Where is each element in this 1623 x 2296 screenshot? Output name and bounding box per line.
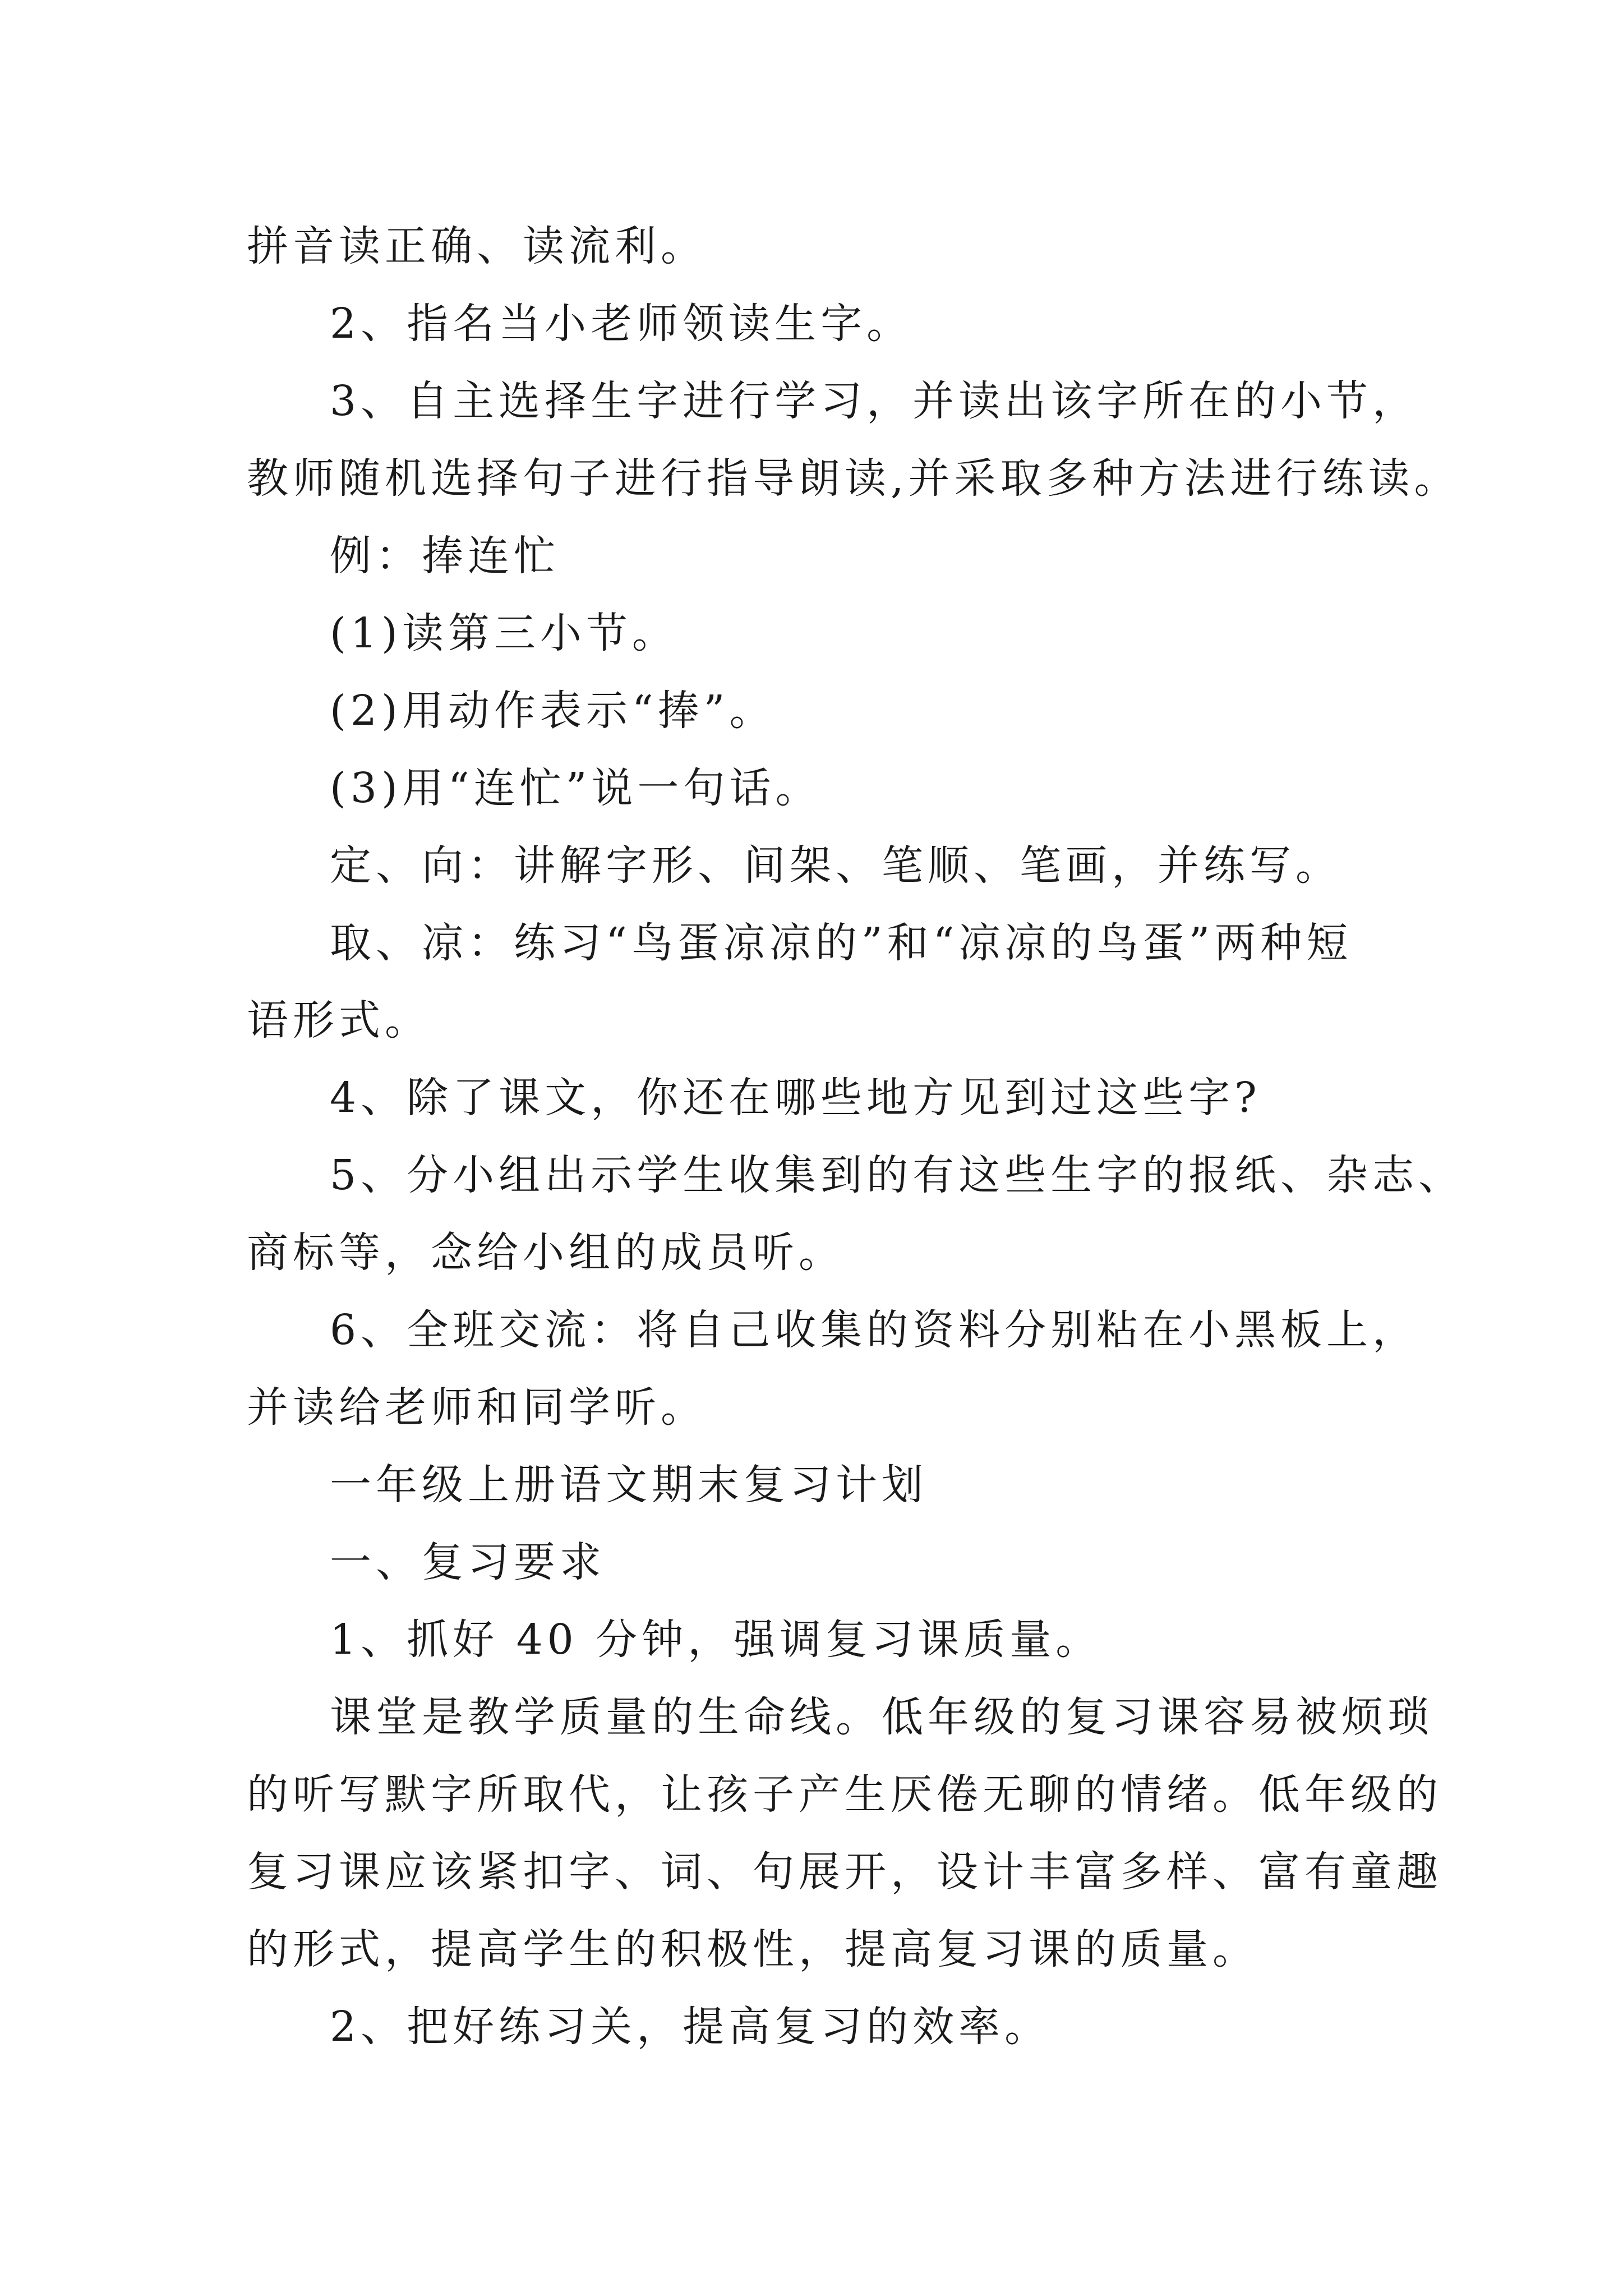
- text-line: 拼音读正确、读流利。: [247, 222, 707, 270]
- text-line: 的听写默字所取代，让孩子产生厌倦无聊的情绪。低年级的: [247, 1770, 1442, 1819]
- text-line: 取、凉：练习“鸟蛋凉凉的”和“凉凉的鸟蛋”两种短: [330, 919, 1353, 967]
- text-line: 复习课应该紧扣字、词、句展开，设计丰富多样、富有童趣: [247, 1848, 1442, 1896]
- text-line: 定、向：讲解字形、间架、笔顺、笔画，并练写。: [330, 841, 1341, 890]
- text-line: 5、分小组出示学生收集到的有这些生字的报纸、杂志、: [330, 1151, 1465, 1199]
- text-line: 商标等，念给小组的成员听。: [247, 1228, 845, 1277]
- text-line: (3)用“连忙”说一句话。: [330, 764, 822, 812]
- text-line: 6、全班交流：将自己收集的资料分别粘在小黑板上，: [330, 1306, 1419, 1354]
- text-line: 语形式。: [247, 996, 431, 1045]
- text-line: 教师随机选择句子进行指导朗读,并采取多种方法进行练读。: [247, 454, 1460, 503]
- text-line: 例：捧连忙: [330, 532, 560, 580]
- text-line: 4、除了课文，你还在哪些地方见到过这些字?: [330, 1074, 1261, 1122]
- text-line: 1、抓好 40 分钟，强调复习课质量。: [330, 1616, 1102, 1664]
- text-line: 并读给老师和同学听。: [247, 1383, 707, 1432]
- text-line: (2)用动作表示“捧”。: [330, 687, 776, 735]
- text-line: 的形式，提高学生的积极性，提高复习课的质量。: [247, 1925, 1258, 1973]
- text-line: 2、指名当小老师领读生字。: [330, 300, 913, 348]
- text-line: (1)读第三小节。: [330, 609, 678, 657]
- document-body: [247, 208, 1465, 2065]
- text-line: 一年级上册语文期末复习计划: [330, 1461, 928, 1509]
- text-line: 3、自主选择生字进行学习，并读出该字所在的小节，: [330, 377, 1419, 425]
- text-line: 课堂是教学质量的生命线。低年级的复习课容易被烦琐: [330, 1693, 1433, 1741]
- text-line: 一、复习要求: [330, 1538, 606, 1586]
- text-line: 2、把好练习关，提高复习的效率。: [330, 2003, 1051, 2051]
